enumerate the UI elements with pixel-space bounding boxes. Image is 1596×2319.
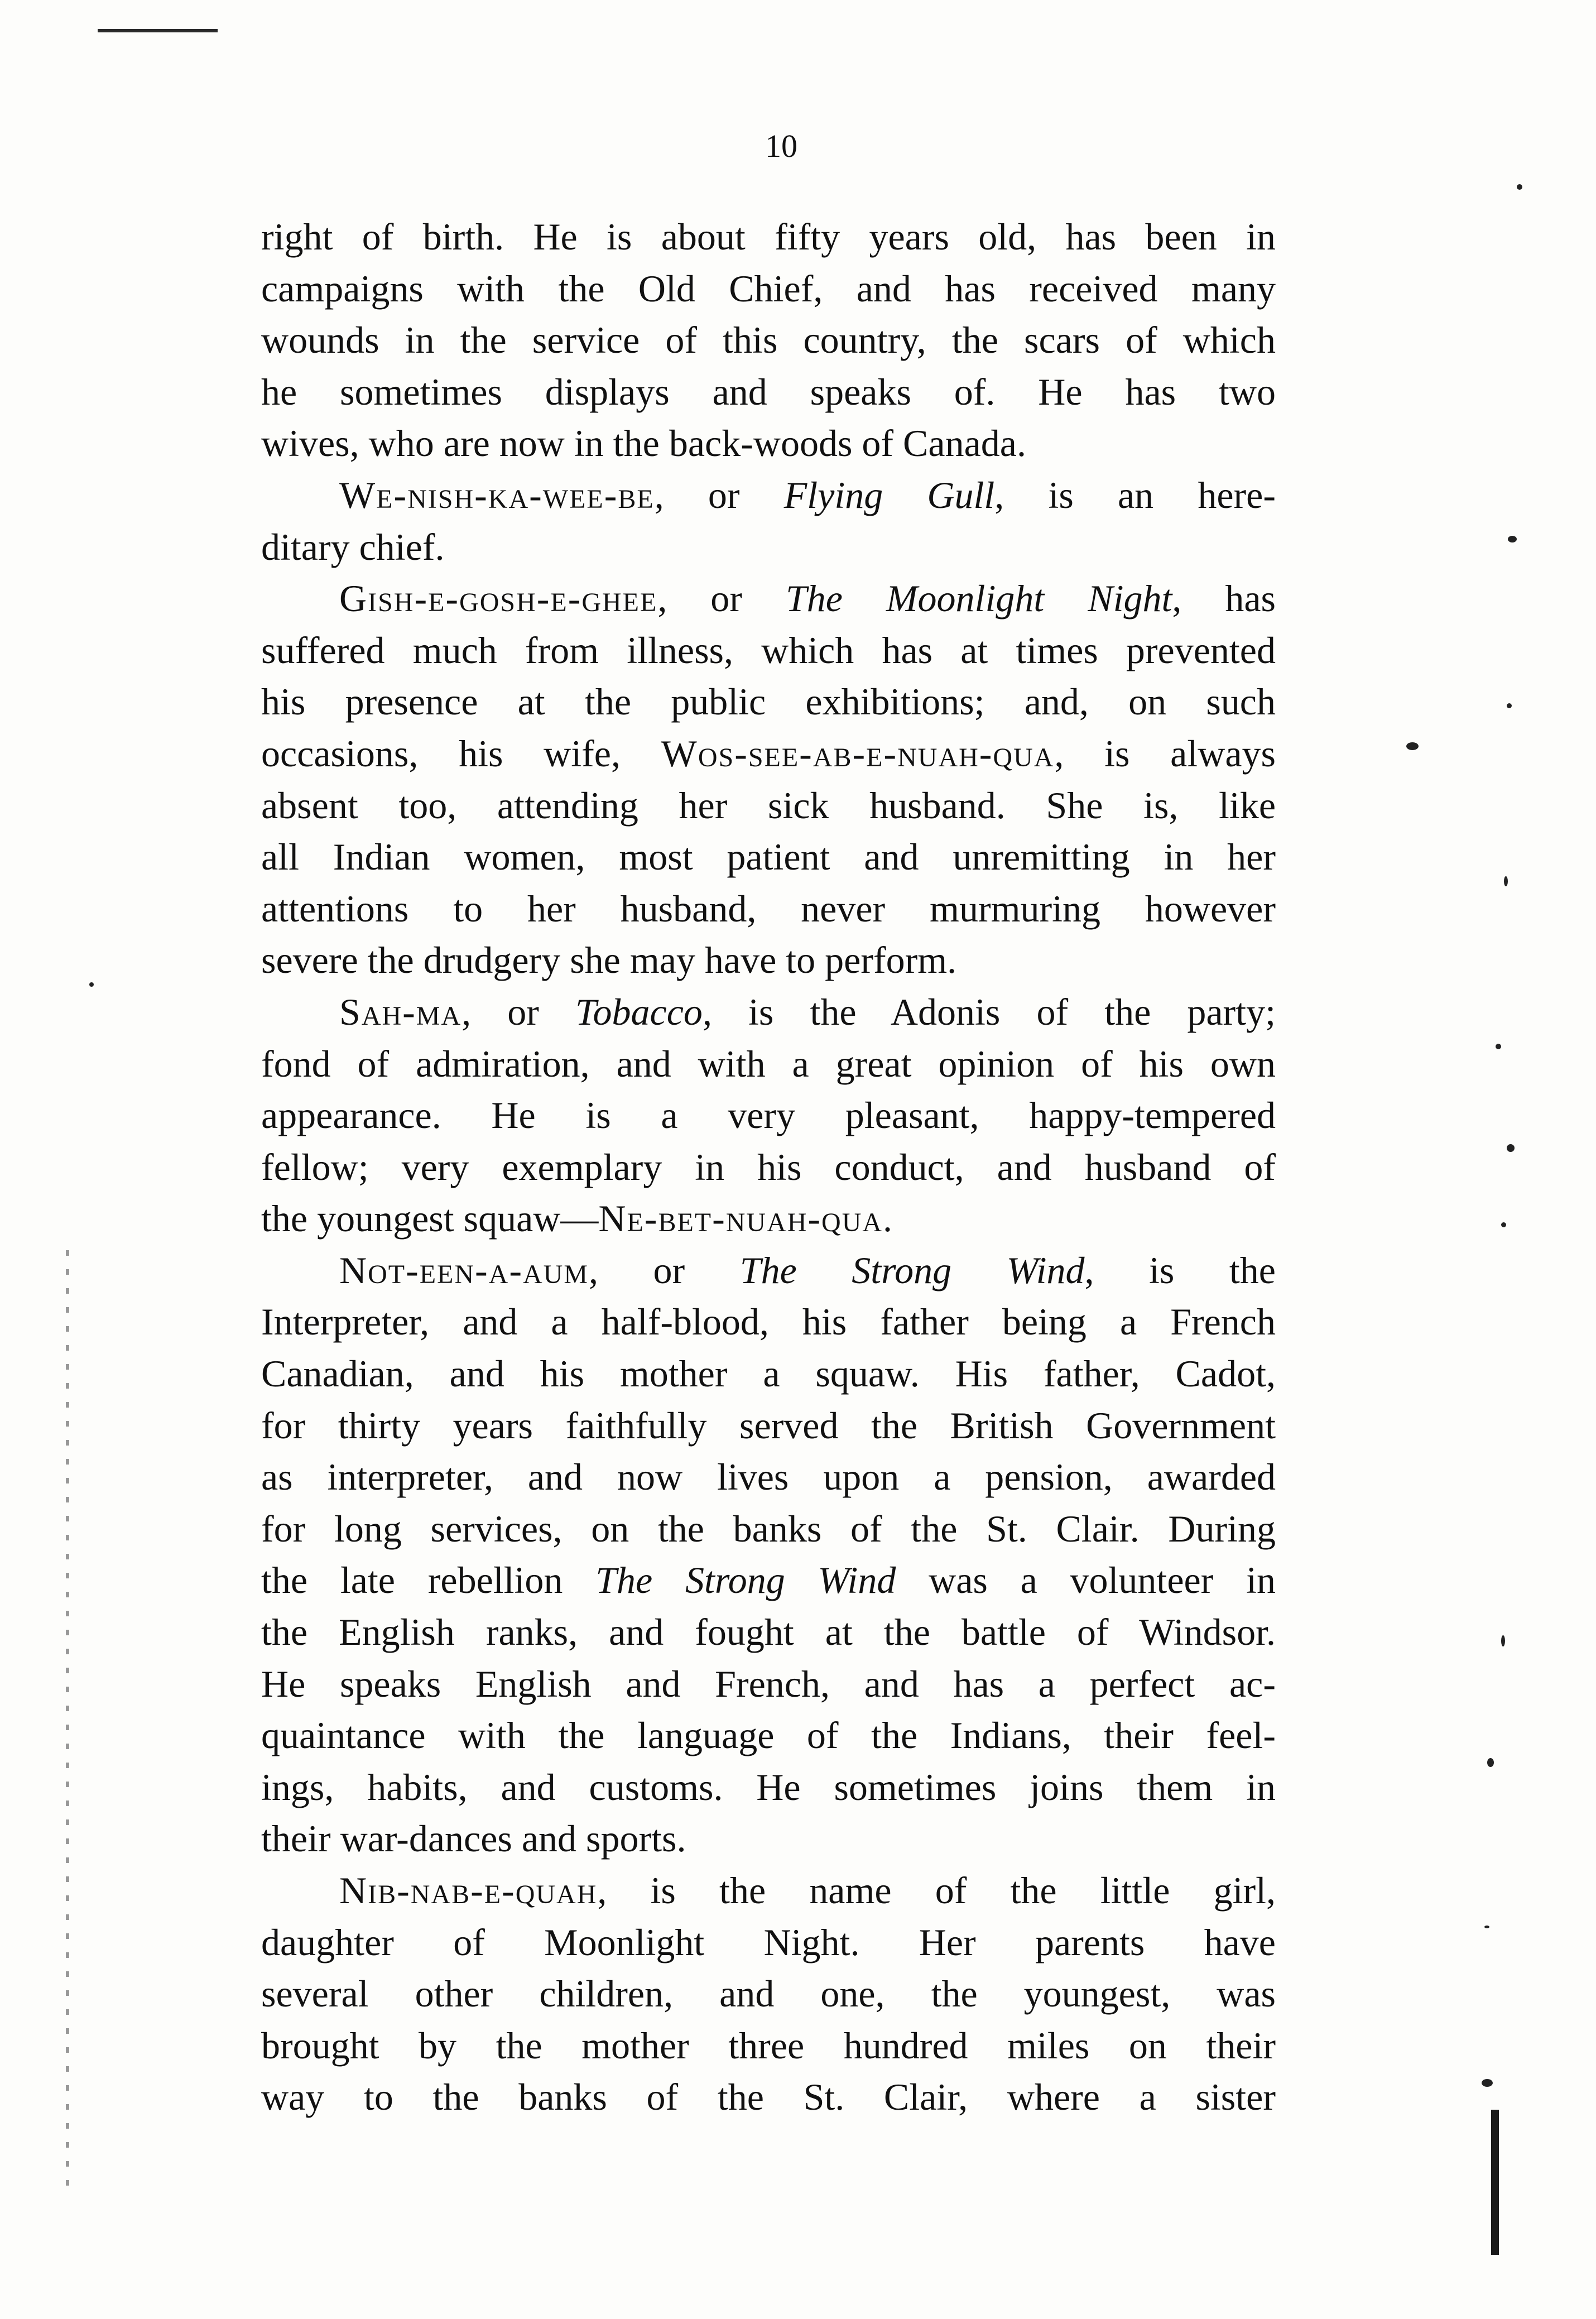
speck xyxy=(1507,1144,1515,1152)
speck xyxy=(1484,1926,1489,1928)
text-line xyxy=(261,1503,1276,1555)
page-number: 10 xyxy=(765,128,797,164)
text-run: occasions, his wife, xyxy=(261,732,661,775)
text-line xyxy=(261,1761,1276,1813)
text-line xyxy=(261,1554,1276,1606)
text-run: attentions to her husband, never murmuring however xyxy=(261,887,1276,930)
speck xyxy=(1496,1044,1501,1049)
text-line xyxy=(261,263,1276,315)
paragraph xyxy=(261,211,1276,469)
speck xyxy=(1482,2079,1493,2087)
text-run: all Indian women, most patient and unremitting in her xyxy=(261,836,1276,878)
text-line xyxy=(261,1865,1276,1917)
text-run: , or xyxy=(462,990,575,1033)
text-line xyxy=(261,625,1276,676)
text-run: ditary chief. xyxy=(261,525,445,568)
text-line xyxy=(261,314,1276,366)
name-italic: Flying Gull xyxy=(783,473,995,516)
text-line xyxy=(261,883,1276,935)
text-line xyxy=(261,1917,1276,1968)
text-line xyxy=(261,1245,1276,1297)
text-run: wives, who are now in the back-woods of Canada. xyxy=(261,422,1026,465)
text-run: his presence at the public exhibitions; and, on such xyxy=(261,680,1276,723)
paragraph xyxy=(261,573,1276,986)
name-smallcaps: Wos-see-ab-e-nuah-qua xyxy=(661,732,1055,775)
text-run: suffered much from illness, which has at times prevented xyxy=(261,628,1276,671)
text-run: was a volunteer in xyxy=(896,1559,1276,1602)
text-line xyxy=(261,934,1276,986)
text-line xyxy=(261,1968,1276,2020)
speck xyxy=(1504,876,1508,886)
text-run: appearance. He is a very pleasant, happy-tempered xyxy=(261,1094,1276,1137)
text-run: , is the name of the little girl, xyxy=(597,1869,1276,1912)
name-smallcaps: Nib-nab-e-quah xyxy=(339,1869,598,1912)
name-italic: The Strong Wind xyxy=(595,1559,896,1602)
text-run: way to the banks of the St. Clair, where a sister xyxy=(261,2076,1276,2119)
text-run: Interpreter, and a half-blood, his father being a French xyxy=(261,1300,1276,1343)
text-line xyxy=(261,469,1276,521)
text-line xyxy=(261,676,1276,728)
name-smallcaps: Not-een-a-aum xyxy=(339,1249,589,1291)
margin-mark xyxy=(1491,2110,1499,2255)
text-run: brought by the mother three hundred miles on their xyxy=(261,2024,1276,2067)
text-run: He speaks English and French, and has a perfect ac- xyxy=(261,1662,1276,1705)
text-run: , or xyxy=(654,473,784,516)
text-run: as interpreter, and now lives upon a pension, awarded xyxy=(261,1456,1276,1499)
speck xyxy=(1517,184,1522,190)
text-run: ings, habits, and customs. He sometimes joins them in xyxy=(261,1765,1276,1808)
text-run: the late rebellion xyxy=(261,1559,596,1602)
text-line xyxy=(261,1296,1276,1348)
name-italic: Tobacco xyxy=(575,990,703,1033)
text-line xyxy=(261,417,1276,469)
body-text xyxy=(261,211,1276,2123)
text-line xyxy=(261,1141,1276,1193)
text-run: the English ranks, and fought at the battle of Windsor. xyxy=(261,1611,1276,1654)
speck xyxy=(1487,1758,1494,1767)
text-run: . xyxy=(883,1197,893,1240)
text-line xyxy=(261,780,1276,832)
text-run: fellow; very exemplary in his conduct, and husband of xyxy=(261,1145,1276,1188)
margin-noise xyxy=(66,1250,69,2199)
text-line xyxy=(261,831,1276,883)
text-run: fond of admiration, and with a great opinion of his own xyxy=(261,1042,1276,1085)
name-italic: The Strong Wind xyxy=(739,1249,1085,1291)
text-line xyxy=(261,986,1276,1038)
text-run: he sometimes displays and speaks of. He has two xyxy=(261,370,1276,413)
text-line xyxy=(261,728,1276,780)
text-run: , is an here- xyxy=(994,473,1276,516)
text-line xyxy=(261,1710,1276,1761)
top-rule xyxy=(98,29,218,32)
name-smallcaps: We-nish-ka-wee-be xyxy=(339,473,655,516)
name-smallcaps: Ne-bet-nuah-qua xyxy=(598,1197,883,1240)
text-line xyxy=(261,211,1276,263)
name-smallcaps: Gish-e-gosh-e-ghee xyxy=(339,577,658,620)
paragraph xyxy=(261,469,1276,573)
paragraph xyxy=(261,986,1276,1245)
text-run: Canadian, and his mother a squaw. His father, Cadot, xyxy=(261,1352,1276,1395)
text-run: for thirty years faithfully served the British Government xyxy=(261,1404,1276,1447)
text-line xyxy=(261,573,1276,625)
text-run: , or xyxy=(589,1249,740,1291)
text-run: wounds in the service of this country, the scars of which xyxy=(261,319,1276,362)
text-run: right of birth. He is about fifty years old, has been in xyxy=(261,215,1276,258)
text-run: , has xyxy=(1172,577,1276,620)
text-line xyxy=(261,366,1276,418)
text-run: , is the xyxy=(1084,1249,1276,1291)
text-run: daughter of Moonlight Night. Her parents have xyxy=(261,1921,1276,1963)
text-line xyxy=(261,1193,1276,1245)
speck xyxy=(89,982,94,987)
speck xyxy=(1501,1222,1506,1227)
text-line xyxy=(261,1089,1276,1141)
text-run: , or xyxy=(657,577,786,620)
text-run: the youngest squaw— xyxy=(261,1197,599,1240)
speck xyxy=(1406,742,1419,750)
text-run: several other children, and one, the youngest, was xyxy=(261,1972,1276,2015)
name-italic: The Moonlight Night xyxy=(785,577,1172,620)
text-line xyxy=(261,2071,1276,2123)
text-line xyxy=(261,1348,1276,1400)
text-line xyxy=(261,1813,1276,1865)
speck xyxy=(1501,1635,1505,1646)
text-run: severe the drudgery she may have to perform. xyxy=(261,939,957,982)
text-run: , is the Adonis of the party; xyxy=(702,990,1276,1033)
text-run: campaigns with the Old Chief, and has received many xyxy=(261,267,1276,310)
paragraph xyxy=(261,1245,1276,1865)
speck xyxy=(1508,536,1517,542)
text-line xyxy=(261,2020,1276,2072)
text-run: for long services, on the banks of the St. Clair. During xyxy=(261,1507,1276,1550)
speck xyxy=(1507,703,1512,708)
text-run: absent too, attending her sick husband. She is, like xyxy=(261,784,1276,827)
text-run: , is always xyxy=(1054,732,1276,775)
text-line xyxy=(261,1400,1276,1452)
text-line xyxy=(261,521,1276,573)
text-line xyxy=(261,1451,1276,1503)
paragraph xyxy=(261,1865,1276,2123)
text-line xyxy=(261,1038,1276,1090)
text-line xyxy=(261,1658,1276,1710)
text-run: their war-dances and sports. xyxy=(261,1817,686,1860)
text-line xyxy=(261,1606,1276,1658)
name-smallcaps: Sah-ma xyxy=(339,990,462,1033)
text-run: quaintance with the language of the Indians, their feel- xyxy=(261,1714,1276,1757)
